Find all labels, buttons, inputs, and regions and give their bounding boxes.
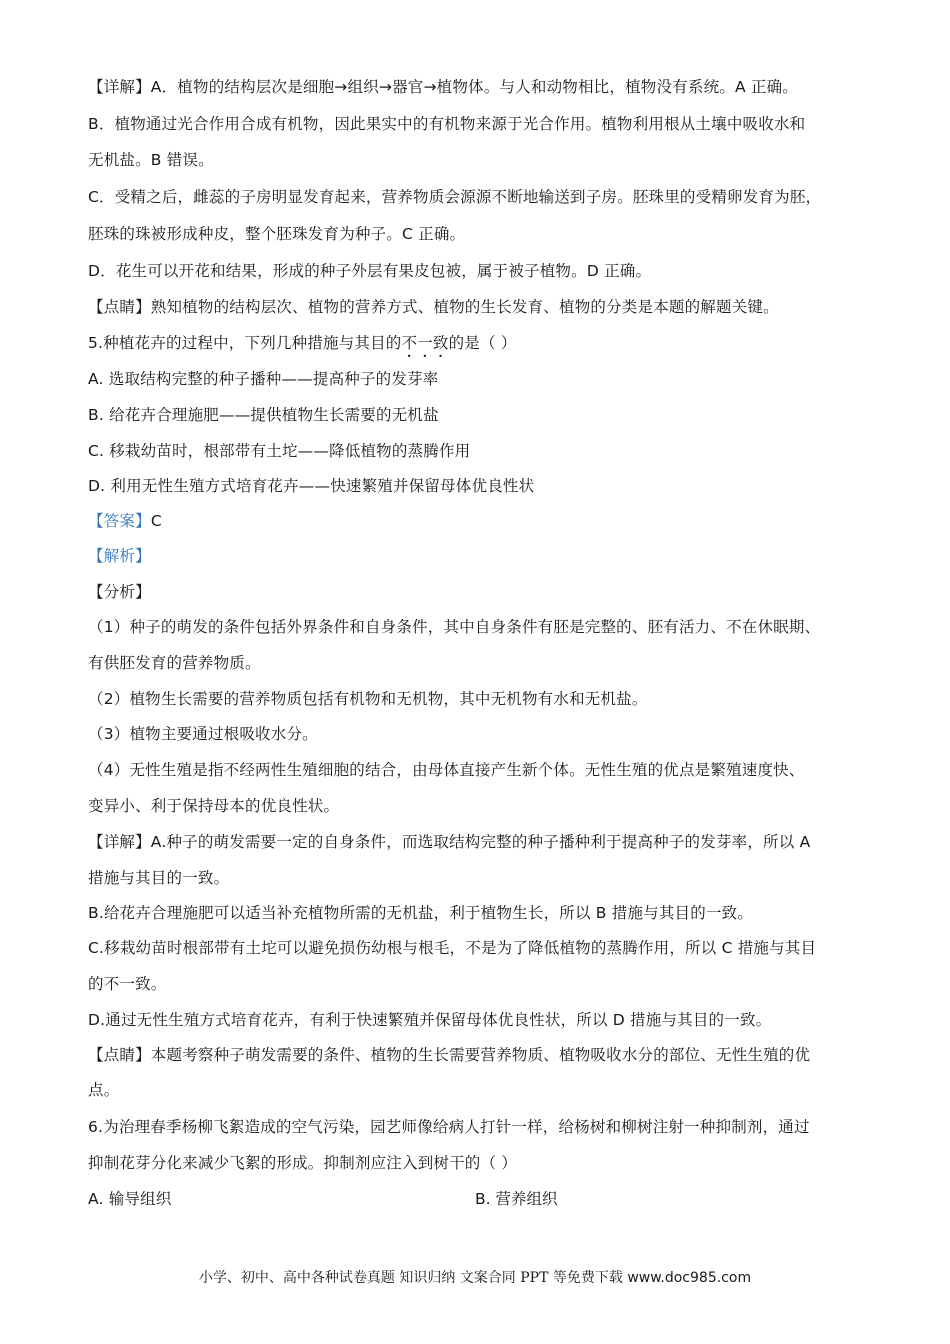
q6-stem-line2: 抑制花芽分化来减少飞絮的形成。抑制剂应注入到树干的（ ）	[88, 1154, 518, 1172]
q5-answer-value: C	[150, 512, 162, 530]
q6-stem-line1: 6.为治理春季杨柳飞絮造成的空气污染，园艺师像给病人打针一样，给杨树和柳树注射一种抑制剂，通过	[88, 1118, 810, 1136]
q4-detail-c-line1: C．受精之后，雌蕊的子房明显发育起来，营养物质会源源不断地输送到子房。胚珠里的受精卵发育为胚，	[88, 188, 822, 206]
q5-comment-line2: 点。	[88, 1081, 120, 1099]
q5-detail-a-line2: 措施与其目的一致。	[88, 869, 230, 887]
q5-stem-prefix: 5.种植花卉的过程中，下列几种措施与其目的	[88, 334, 402, 352]
q4-comment: 【点睛】熟知植物的结构层次、植物的营养方式、植物的生长发育、植物的分类是本题的解题关键。	[88, 298, 779, 316]
q5-point4-line2: 变异小、利于保持母本的优良性状。	[88, 797, 340, 815]
q5-stem	[88, 332, 517, 361]
q5-option-a: A. 选取结构完整的种子播种——提高种子的发芽率	[88, 370, 439, 388]
q5-stem-suffix: 的是（ ）	[448, 334, 517, 352]
footer-text: 小学、初中、高中各种试卷真题 知识归纳 文案合同 PPT 等免费下载	[198, 1270, 628, 1286]
q5-answer-label: 【答案】	[88, 512, 151, 530]
q4-detail-c-line2: 胚珠的珠被形成种皮，整个胚珠发育为种子。C 正确。	[88, 225, 466, 243]
q5-detail-d: D.通过无性生殖方式培育花卉，有利于快速繁殖并保留母体优良性状，所以 D 措施与其目的一致。	[88, 1011, 772, 1029]
q5-detail-a-line1: 【详解】A.种子的萌发需要一定的自身条件，而选取结构完整的种子播种利于提高种子的发芽率，所以 A	[88, 833, 811, 851]
q6-option-a: A. 输导组织	[88, 1190, 172, 1208]
q4-detail-a: 【详解】A．植物的结构层次是细胞→组织→器官→植物体。与人和动物相比，植物没有系统。A 正确。	[88, 78, 798, 96]
q5-analysis-label: 【解析】	[88, 547, 151, 565]
q5-point3: （3）植物主要通过根吸收水分。	[88, 725, 318, 743]
footer-url[interactable]: www.doc985.com	[627, 1270, 752, 1286]
q5-point1-line1: （1）种子的萌发的条件包括外界条件和自身条件，其中自身条件有胚是完整的、胚有活力、不在休眠期、	[88, 618, 821, 636]
q4-detail-b-line2: 无机盐。B 错误。	[88, 151, 214, 169]
q5-point4-line1: （4）无性生殖是指不经两性生殖细胞的结合，由母体直接产生新个体。无性生殖的优点是繁殖速度快、	[88, 761, 805, 779]
q5-point2: （2）植物生长需要的营养物质包括有机物和无机物，其中无机物有水和无机盐。	[88, 690, 648, 708]
q5-option-c: C. 移栽幼苗时，根部带有土坨——降低植物的蒸腾作用	[88, 442, 471, 460]
q5-stem-emphasis: 不一致	[401, 334, 449, 352]
q5-detail-c-line2: 的不一致。	[88, 975, 167, 993]
q4-detail-d: D．花生可以开花和结果，形成的种子外层有果皮包被，属于被子植物。D 正确。	[88, 262, 652, 280]
page-footer	[0, 1268, 950, 1288]
q5-option-b: B. 给花卉合理施肥——提供植物生长需要的无机盐	[88, 406, 439, 424]
q5-detail-b: B.给花卉合理施肥可以适当补充植物所需的无机盐，利于植物生长，所以 B 措施与其目的一致。	[88, 904, 754, 922]
q5-answer	[88, 510, 162, 532]
q6-option-b: B. 营养组织	[475, 1190, 558, 1208]
q5-fenxi-label: 【分析】	[88, 583, 151, 601]
q5-comment-line1: 【点睛】本题考察种子萌发需要的条件、植物的生长需要营养物质、植物吸收水分的部位、无性生殖的优	[88, 1046, 811, 1064]
q5-detail-c-line1: C.移栽幼苗时根部带有土坨可以避免损伤幼根与根毛，不是为了降低植物的蒸腾作用，所以 C 措施与其目	[88, 939, 817, 957]
q5-option-d: D. 利用无性生殖方式培育花卉——快速繁殖并保留母体优良性状	[88, 477, 535, 495]
q4-detail-b-line1: B．植物通过光合作用合成有机物，因此果实中的有机物来源于光合作用。植物利用根从土壤中吸收水和	[88, 115, 806, 133]
q5-point1-line2: 有供胚发育的营养物质。	[88, 654, 261, 672]
